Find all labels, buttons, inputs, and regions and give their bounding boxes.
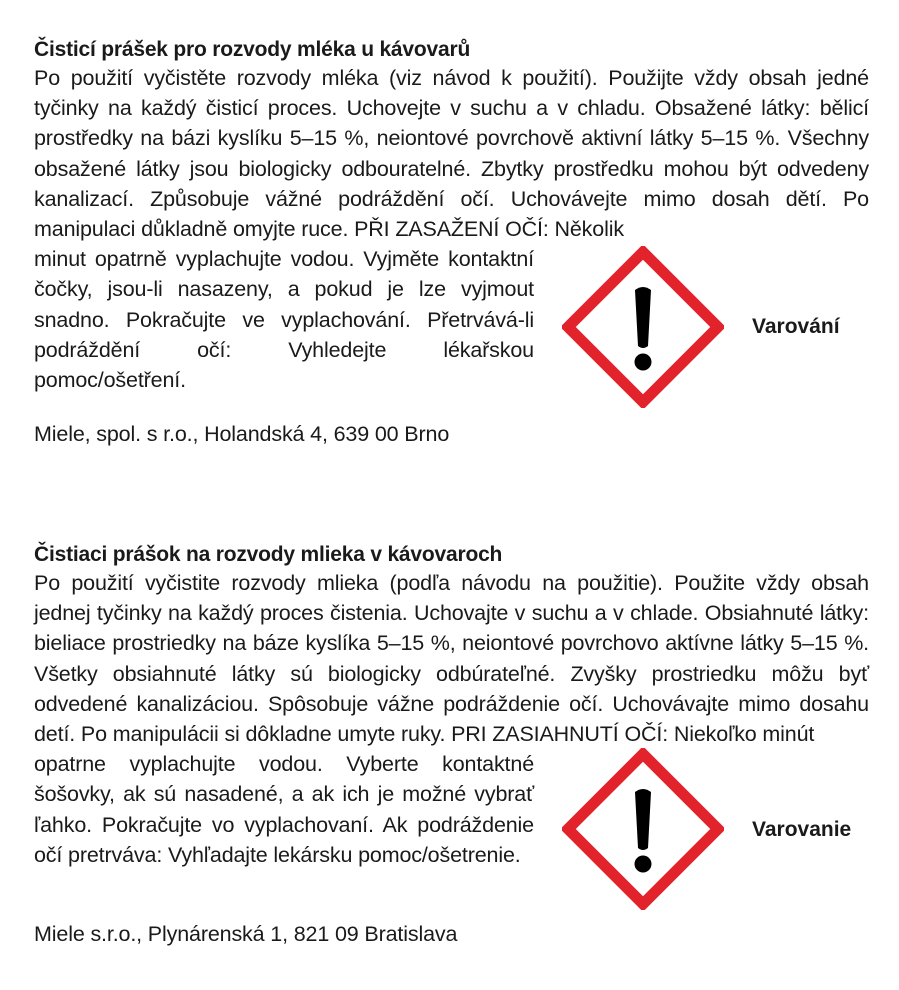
cz-signal-word: Varování [752, 315, 840, 339]
slovak-label-section [34, 541, 869, 947]
czech-label-section [34, 36, 869, 447]
sk-warning-block [34, 749, 869, 947]
ghs-exclamation-mark-icon [562, 748, 724, 910]
sk-product-title: Čistiaci prášok na rozvody mlieka v kávovaroch [34, 543, 503, 566]
cz-first-aid-text: minut opatrně vyplachujte vodou. Vyjměte kontaktní čočky, jsou-li nasazeny, a pokud je lze vyjmout snadno. Pokračujte ve vyplachování. Přetrvává-li podráždění očí: Vyhledejte lékařskou pomoc/ošetření. [34, 247, 534, 393]
cz-product-title: Čisticí prášek pro rozvody mléka u kávovarů [34, 38, 471, 61]
sk-first-aid-text: opatrne vyplachujte vodou. Vyberte kontaktné šošovky, ak sú nasadené, a ak ich je možné vybrať ľahko. Pokračujte vo vyplachovaní. Ak podráždenie očí pretrváva: Vyhľadajte lekársku pomoc/ošetrenie. [34, 752, 534, 867]
sk-manufacturer-address: Miele s.r.o., Plynárenská 1, 821 09 Bratislava [34, 922, 458, 947]
sk-signal-word: Varovanie [752, 818, 852, 842]
sk-instructions-text: Po použití vyčistite rozvody mlieka (podľa návodu na použitie). Použite vždy obsah jednej tyčinky na každý proces čistenia. Uchovajte v suchu a v chlade. Obsiahnuté látky: bieliace prostriedky na báze kyslíka 5–15 %, neiontové povrchovo aktívne látky 5–15 %. Všetky obsiahnuté látky sú biologicky odbúrateľné. Zvyšky prostriedku môžu byť odvedené kanalizáciou. Spôsobuje vážne podráždenie očí. Uchovávajte mimo dosahu detí. Po manipulácii si dôkladne umyte ruky. PRI ZASIAHNUTÍ OČÍ: Niekoľko minút [34, 571, 869, 747]
cz-manufacturer-address: Miele, spol. s r.o., Holandská 4, 639 00 Brno [34, 422, 450, 447]
cz-instructions-text: Po použití vyčistěte rozvody mléka (viz návod k použití). Použijte vždy obsah jedné tyčinky na každý čisticí proces. Uchovejte v suchu a v chladu. Obsažené látky: bělicí prostředky na bázi kyslíku 5–15 %, neiontové povrchově aktivní látky 5–15 %. Všechny obsažené látky jsou biologicky odbouratelné. Zbytky prostředku mohou být odvedeny kanalizací. Způsobuje vážné podráždění očí. Uchovávejte mimo dosah dětí. Po manipulaci důkladně omyjte ruce. PŘI ZASAŽENÍ OČÍ: Několik [34, 66, 869, 242]
cz-warning-block [34, 244, 869, 447]
ghs-exclamation-mark-icon [562, 246, 724, 408]
